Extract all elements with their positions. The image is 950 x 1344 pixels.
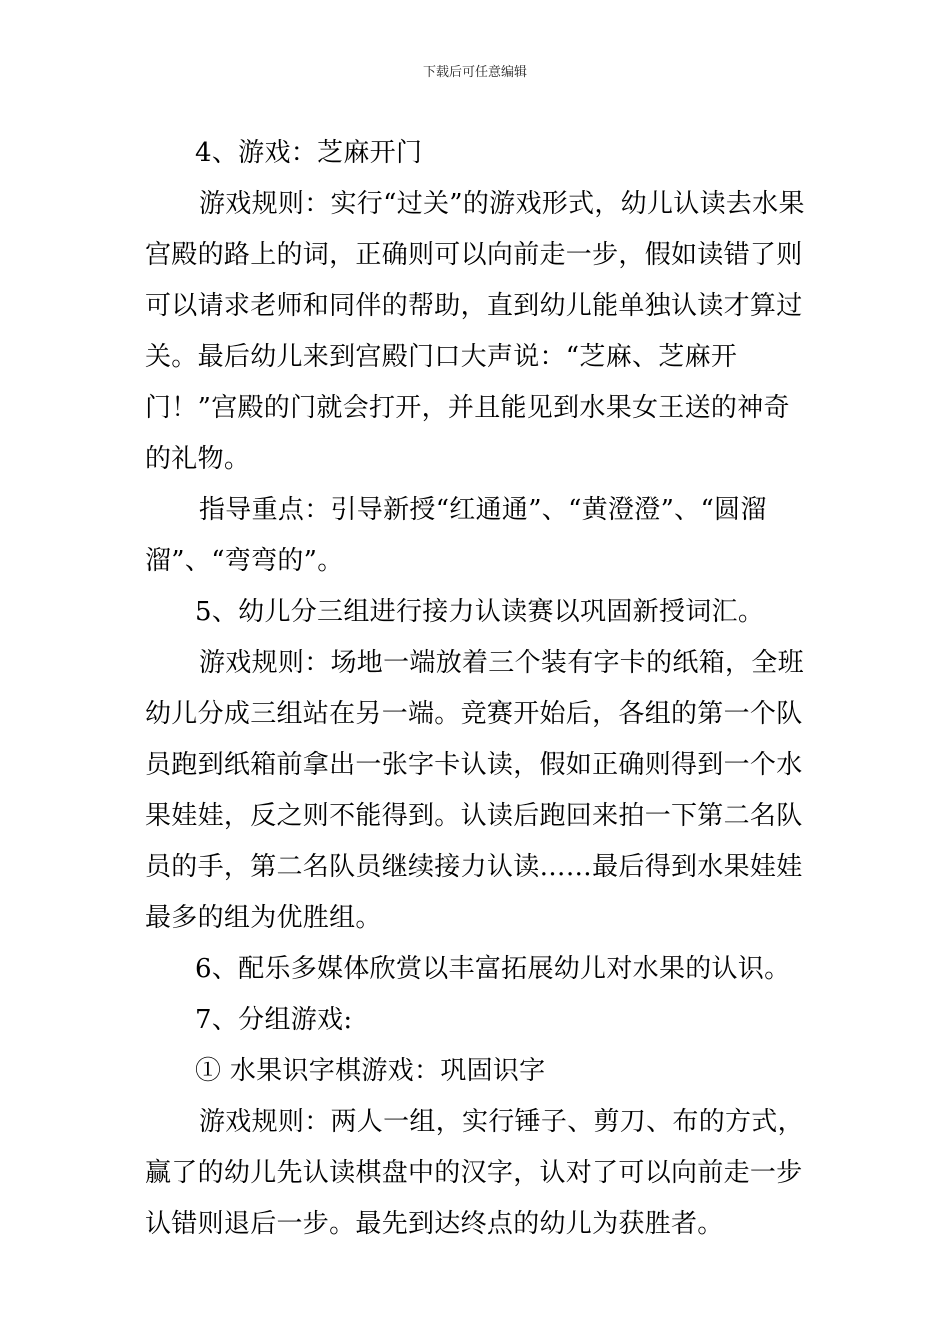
section-heading-4: 4、游戏：芝麻开门 xyxy=(195,138,423,168)
page-header: 下载后可任意编辑 xyxy=(422,65,527,80)
paragraph-rules-relay: 游戏规则：场地一端放着三个装有字卡的纸箱，全班幼儿分成三组站在另一端。竞赛开始后，各组的第一个队员跑到纸箱前拿出一张字卡认读，假如正确则得到一个水果娃娃，反之则不能得到。认读后跑回来拍一下第二名队员的手，第二名队员继续接力认读……最后得到水果娃娃最多的组为优胜组。 xyxy=(145,648,804,933)
subsection-heading-1: ① 水果识字棋游戏：巩固识字 xyxy=(195,1056,546,1086)
paragraph-rules-chess: 游戏规则：两人一组，实行锤子、剪刀、布的方式，赢了的幼儿先认读棋盘中的汉字，认对了可以向前走一步认错则退后一步。最先到达终点的幼儿为获胜者。 xyxy=(145,1107,804,1239)
document-body xyxy=(145,128,810,1250)
paragraph-rules-sesame: 游戏规则：实行“过关”的游戏形式，幼儿认读去水果宫殿的路上的词，正确则可以向前走一步，假如读错了则可以请求老师和同伴的帮助，直到幼儿能单独认读才算过关。最后幼儿来到宫殿门口大声说：“芝麻、芝麻开门！”宫殿的门就会打开，并且能见到水果女王送的神奇的礼物。 xyxy=(145,189,805,474)
section-heading-5: 5、幼儿分三组进行接力认读赛以巩固新授词汇。 xyxy=(195,597,765,627)
section-heading-7: 7、分组游戏: xyxy=(195,1005,353,1035)
section-heading-6: 6、配乐多媒体欣赏以丰富拓展幼儿对水果的认识。 xyxy=(195,954,791,984)
paragraph-guidance-focus: 指导重点：引导新授“红通通”、“黄澄澄”、“圆溜溜”、“弯弯的”。 xyxy=(145,495,767,576)
